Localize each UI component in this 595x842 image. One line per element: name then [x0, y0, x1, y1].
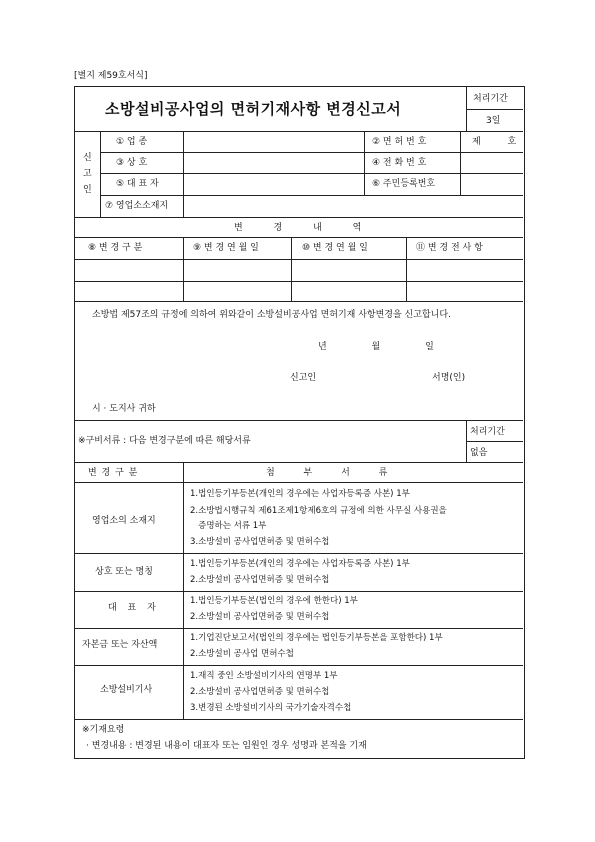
docs-processing-value: 없음: [470, 448, 488, 458]
instructions-title: ※기재요령: [82, 725, 125, 735]
changes-header-4: ⑪ 변 경 전 사 항: [416, 243, 483, 253]
docs-row-5-doc-3: 3.변경된 소방설비기사의 국가기술자격수첩: [190, 703, 352, 713]
docs-row-3-category: 대 표 자: [108, 603, 156, 613]
docs-row-3-doc-1: 1.법인등기부등본(법인의 경우에 한한다) 1부: [190, 596, 358, 606]
docs-row-4-doc-2: 2.소방설비 공사업 면허수첩: [190, 649, 294, 659]
changes-header-3: ⑩ 변 경 연 월 일: [302, 243, 368, 253]
docs-row-2-doc-1: 1.법인등기부등본(개인의 경우에는 사업자등록증 사본) 1부: [190, 559, 410, 569]
docs-note: ※구비서류 : 다음 변경구분에 따른 해당서류: [78, 436, 251, 446]
field-license-no-value: 제 호: [472, 137, 517, 147]
docs-row-4-doc-1: 1.기업진단보고서(법인의 경우에는 법인등기부등본을 포함한다) 1부: [190, 633, 443, 643]
docs-processing-label: 처리기간: [470, 427, 505, 437]
reporter-side-3: 인: [83, 185, 92, 195]
field-phone: ④ 전 화 번 호: [372, 158, 427, 168]
docs-row-5-doc-2: 2.소방설비 공사업면허증 및 면허수첩: [190, 687, 330, 697]
docs-row-1-category: 영업소의 소재지: [92, 516, 156, 526]
field-license-no: ② 면 허 번 호: [372, 137, 427, 147]
changes-title: 변 경 내 역: [234, 223, 362, 233]
field-company-name: ③ 상 호: [116, 158, 148, 168]
docs-row-4-category: 자본금 또는 자산액: [82, 640, 158, 650]
declaration-reporter: 신고인: [290, 373, 317, 383]
field-office-address: ⑦ 영업소소재지: [105, 201, 169, 211]
changes-header-1: ⑧ 변 경 구 분: [88, 243, 143, 253]
processing-period-value: 3일: [486, 116, 501, 126]
docs-col-category: 변 경 구 분: [88, 468, 138, 478]
docs-row-5-doc-1: 1.재직 중인 소방설비기사의 연명부 1부: [190, 671, 338, 681]
field-resident-no: ⑥ 주민등록번호: [372, 179, 436, 189]
form-number: [별지 제59호서식]: [74, 71, 148, 81]
declaration-date: 년 월 일: [318, 342, 434, 352]
docs-row-1-doc-4: 3.소방설비 공사업면허증 및 면허수첩: [190, 537, 330, 547]
declaration-recipient: 시 · 도지사 귀하: [92, 404, 156, 414]
instructions-text: · 변경내용 : 변경된 내용이 대표자 또는 임원인 경우 성명과 본적을 기재: [86, 741, 367, 751]
docs-row-1-doc-3: 증명하는 서류 1부: [190, 521, 267, 531]
field-representative: ⑤ 대 표 자: [116, 179, 159, 189]
docs-row-2-doc-2: 2.소방설비 공사업면허증 및 면허수첩: [190, 575, 330, 585]
processing-period-label: 처리기간: [473, 94, 508, 104]
docs-row-3-doc-2: 2.소방설비 공사업면허증 및 면허수첩: [190, 612, 330, 622]
field-business-type: ① 업 종: [116, 137, 148, 147]
docs-row-5-category: 소방설비기사: [100, 685, 153, 695]
declaration-signature: 서명(인): [432, 373, 466, 383]
form-title: 소방설비공사업의 면허기재사항 변경신고서: [105, 100, 402, 118]
docs-row-1-doc-1: 1.법인등기부등본(개인의 경우에는 사업자등록증 사본) 1부: [190, 489, 410, 499]
reporter-side-2: 고: [83, 169, 92, 179]
reporter-side-1: 신: [83, 153, 92, 163]
declaration-text: 소방법 제57조의 규정에 의하여 위와같이 소방설비공사업 면허기재 사항변경을 신고합니다.: [92, 310, 451, 320]
changes-header-2: ⑨ 변 경 연 월 일: [193, 243, 259, 253]
docs-row-2-category: 상호 또는 명칭: [95, 567, 153, 577]
docs-row-1-doc-2: 2.소방법시행규칙 제61조제1항제6호의 규정에 의한 사무실 사용권을: [190, 506, 447, 516]
docs-col-attachments: 첨 부 서 류: [266, 468, 388, 478]
